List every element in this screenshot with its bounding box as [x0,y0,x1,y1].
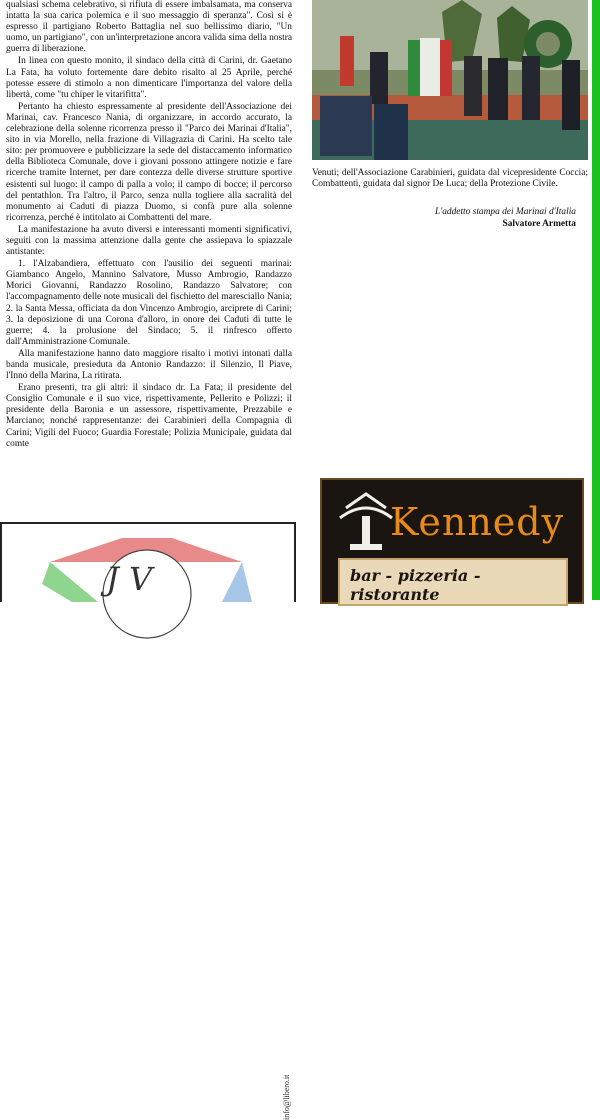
kennedy-brand: Kennedy [390,500,565,544]
article-paragraph: In linea con questo monito, il sindaco della città di Carini, dr. Gaetano La Fata, ha voluto fortemente dare debito risalto al 25 Aprile, perché potesse essere di stimolo a non dimenticare l'importanza del valore della libertà, come "tu chiper le vitarifitta". [6,56,292,100]
advertisement-jv [0,522,296,1120]
article-paragraph: qualsiasi schema celebrativo, si rifiuta di essere imbalsamata, ma conserva intatta la sua carica polemica e il suo messaggio di speranza". Così si è espresso il partigiano Roberto Battaglia nel suo bellissimo diario, "Un uomo, un partigiano", con un'interpretazione ancora valida sima della nostra guerra di liberazione. [6,0,292,55]
article-paragraph: Pertanto ha chiesto espressamente al presidente dell'Associazione dei Marinai, cav. Francesco Nania, di organizzare, in accordo accurato, la celebrazione della solenne ricorrenza presso il "Parco dei Marinai d'Italia", sito in via Morello, nella frazione di Villagrazia di Carini. Ha scelto tale sito: per promuovere e pubblicizzare la sede del distaccamento informatico della Biblioteca Comunale, dove i giovani possono attingere notizie e fare ricerche tramite Internet, per dare contezza delle diverse strutture sportive esistenti sul luogo: il campo di palla a volo; il campo di bocce; il percorso del pentathlon. Tra l'altro, il Parco, senza nulla togliere alla sacralità del monumento ai Caduti di piazza Duomo, si confà pure alla solenne ricorrenza, perché è intitolato ai Combattenti del mare. [6,101,292,223]
article-body [0,0,300,450]
signature-role: L'addetto stampa dei Marinai d'Italia [435,207,576,217]
page-edge-stripe [592,0,600,600]
advertisement-kennedy [320,478,584,604]
ceremony-photo [312,0,588,160]
jv-monogram: J V [106,560,153,598]
article-paragraph: Erano presenti, tra gli altri: il sindaco dr. La Fata; il presidente del Consiglio Comunale e il suo vice, rispettivamente, Pellerito e Polizzi; il presidente della Baronia e un assessore, rispettivamente, Prezzabile e Marciano; nonché rappresentanze: dei Carabinieri della Compagnia di Carini; Vigili del Fuoco; Guardia Forestale; Polizia Municipale, guidata dal comte [6,383,292,449]
signature-name: Salvatore Armetta [502,219,576,229]
article-paragraph: 1. l'Alzabandiera, effettuato con l'ausilio dei seguenti marinai: Giambanco Angelo, Mannino Salvatore, Musso Ambrogio, Randazzo Morici Giovanni, Randazzo Rosolino, Randazzo Salvatore; con l'accompagnamento delle note musicali del fischietto del maresciallo Nania; 2. la Santa Messa, officiata da don Vincenzo Ambrogio, arciprete di Carini; 3. la deposizione di una Corona d'alloro, in onore dei Caduti di tutte le guerre; 4. la prolusione del Sindaco; 5. il rinfresco offerto dall'Amministrazione Comunale. [6,259,292,347]
article-paragraph: La manifestazione ha avuto diversi e interessanti momenti significativi, seguiti con la massima attenzione dalla gente che assiepava lo spiazzale antistante: [6,224,292,258]
ceremony-photo-illustration [312,0,588,160]
photo-caption: Venuti; dell'Associazione Carabinieri, guidata dal vicepresidente Coccia; Combattenti, guidata dal signor De Luca; della Protezione Civile. [312,168,588,190]
article-paragraph: Alla manifestazione hanno dato maggiore risalto i motivi intonati dalla banda musicale, presieduta da Antonio Randazzo: il Silenzio, Il Piave, l'Inno della Marina, La ritirata. [6,348,292,382]
article-column [0,0,300,515]
kennedy-tagline: bar - pizzeria - ristorante [350,566,481,604]
kennedy-tagline-box [338,558,568,606]
jv-side-text: info@libero.it [282,1074,291,1120]
